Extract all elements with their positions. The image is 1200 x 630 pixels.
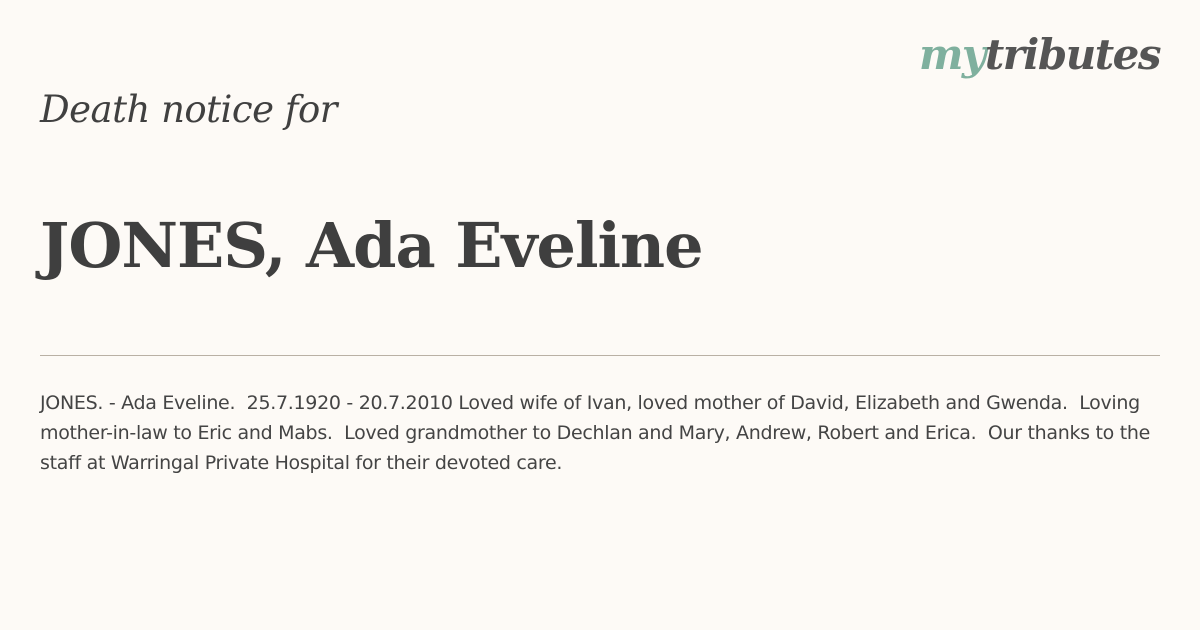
deceased-name: JONES, Ada Eveline: [40, 209, 703, 282]
mytributes-logo[interactable]: [918, 30, 1160, 79]
logo-prefix: my: [918, 30, 985, 79]
notice-kicker: Death notice for: [40, 88, 337, 131]
divider: [40, 355, 1160, 356]
notice-body: JONES. - Ada Eveline. 25.7.1920 - 20.7.2010 Loved wife of Ivan, loved mother of David, Elizabeth and Gwenda. Loving mother-in-law to Eric and Mabs. Loved grandmother to Dechlan and Mary, Andrew, Robert and Erica. Our thanks to the staff at Warringal Private Hospital for their devoted care.: [40, 392, 1156, 474]
logo-suffix: tributes: [984, 30, 1160, 79]
